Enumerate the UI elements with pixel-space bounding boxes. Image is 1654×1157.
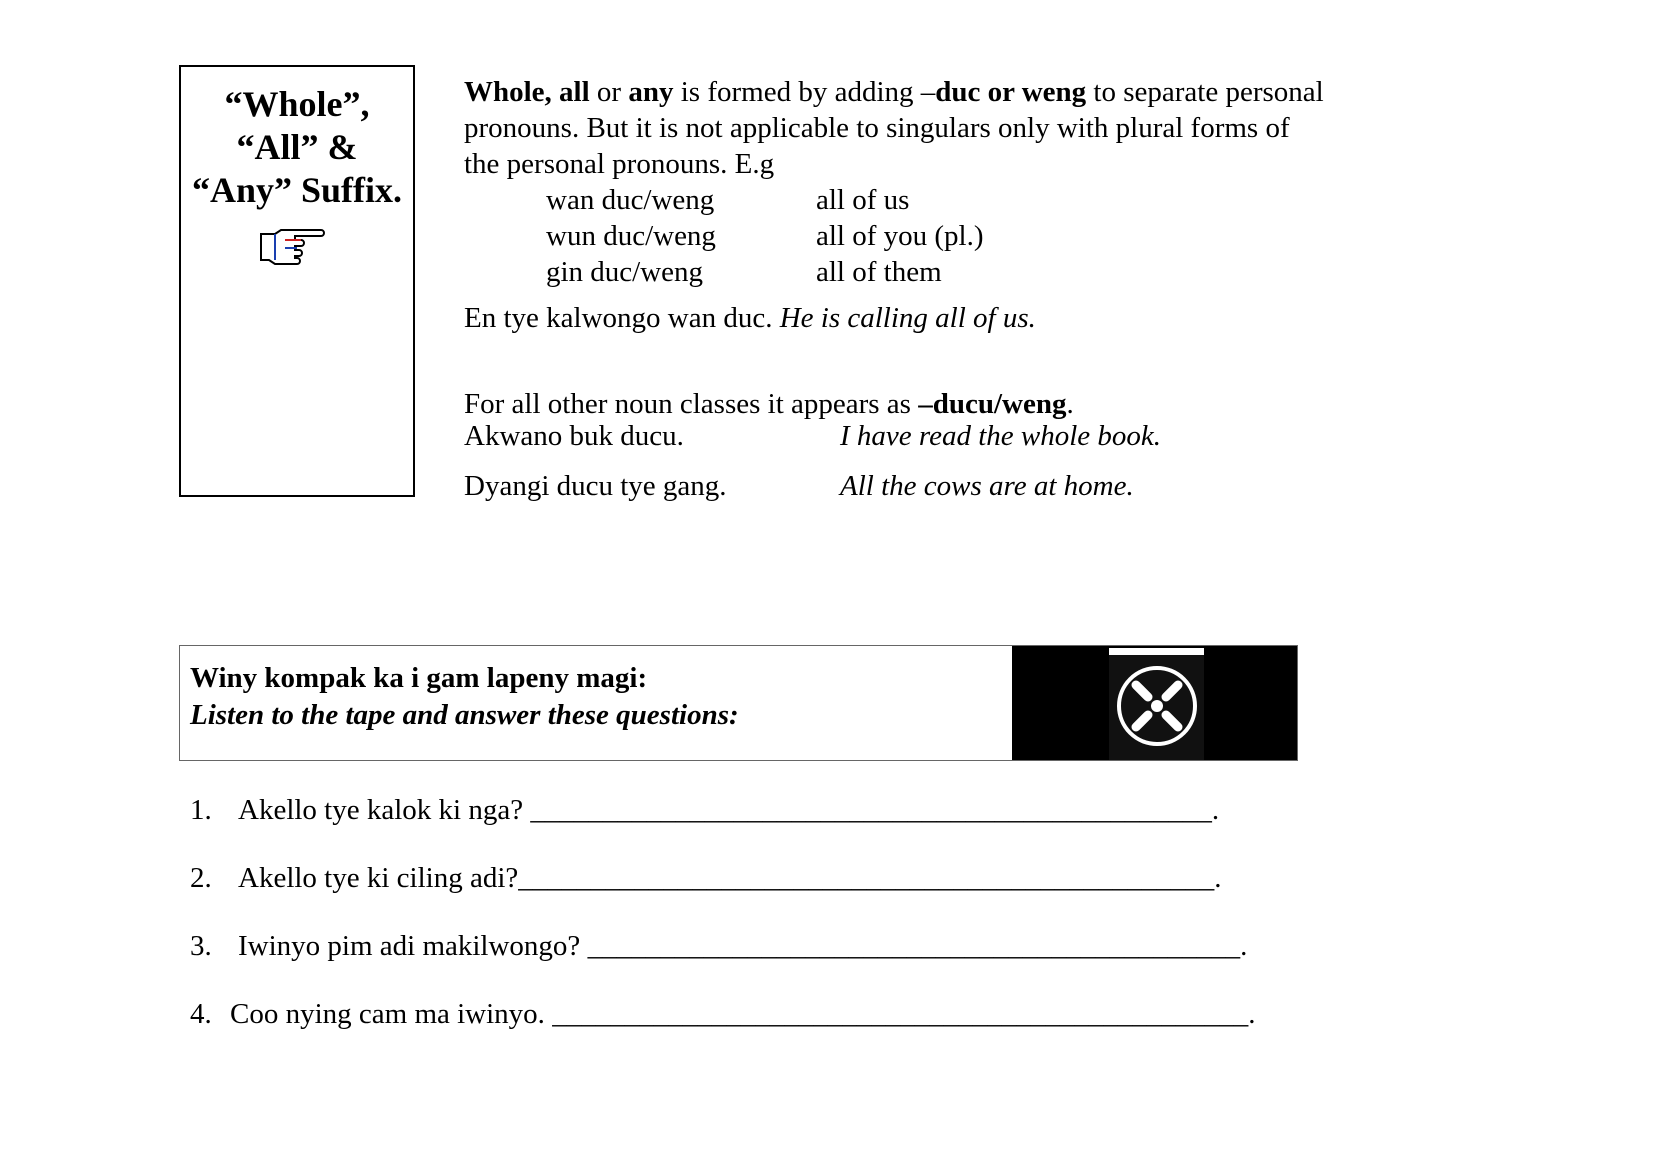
section-title-box [179,65,415,497]
example-gloss: all of them [816,256,942,288]
bold-term: –ducu/weng [918,388,1067,420]
text: to separate personal pronouns. But it is not applicable to singulars only with plural forms of the personal pronouns. E.g [464,76,1324,180]
question-number: 3. [190,930,212,962]
noun-example-row [464,468,1324,504]
intro-paragraph [464,74,1324,182]
lesson-content [464,74,1324,504]
exercise-subheading: Listen to the tape and answer these questions: [190,699,739,731]
text: For all other noun classes it appears as [464,388,919,420]
question-item [190,792,1255,860]
example-form: wan duc/weng [546,184,715,216]
exercise-heading: Winy kompak ka i gam lapeny magi: [190,662,648,694]
tape-reel-icon [1114,663,1200,749]
text: or [589,76,629,108]
example-row [546,182,1324,218]
bold-term: Whole, all [464,76,590,108]
question-number: 1. [190,794,212,826]
answer-blank[interactable]: ________________________________________________. [518,862,1222,894]
example-gloss: all of you (pl.) [816,220,984,252]
example-row [546,218,1324,254]
section-title [181,83,413,212]
bold-term: any [628,76,674,108]
question-item [190,860,1255,928]
tape-bar [1109,648,1204,655]
title-line: “Whole”, [224,84,370,124]
text: is formed by adding – [673,76,936,108]
question-number: 2. [190,862,212,894]
sentence-translation: He is calling all of us. [779,302,1036,334]
example-form: Dyangi ducu tye gang. [464,470,727,502]
bold-term: duc or weng [935,76,1087,108]
question-item [190,928,1255,996]
tape-frame [1109,648,1204,760]
exercise-instructions [190,660,739,734]
pointing-hand-icon [257,222,337,266]
exercise-header [179,645,1298,761]
example-form: wun duc/weng [546,220,716,252]
question-text: Iwinyo pim adi makilwongo? [238,930,588,962]
example-row [546,254,1324,290]
example-sentence [464,300,1324,336]
example-gloss: All the cows are at home. [840,470,1134,502]
question-text: Akello tye kalok ki nga? [238,794,531,826]
answer-blank[interactable]: _____________________________________________. [587,930,1248,962]
question-text: Akello tye ki ciling adi? [238,862,519,894]
title-line: “Any” Suffix. [191,170,403,210]
noun-example-row [464,418,1324,454]
title-line: “All” & [236,127,358,167]
noun-class-paragraph [464,386,1324,422]
answer-blank[interactable]: ________________________________________________. [552,998,1256,1030]
text: . [1066,388,1074,420]
example-gloss: all of us [816,184,910,216]
question-item [190,996,1255,1064]
example-form: gin duc/weng [546,256,704,288]
question-list [190,792,1255,1064]
sentence-text: En tye kalwongo wan duc. [464,302,780,334]
question-number: 4. [190,998,212,1030]
example-gloss: I have read the whole book. [840,420,1162,452]
example-form: Akwano buk ducu. [464,420,684,452]
tape-image [1012,646,1297,760]
answer-blank[interactable]: _______________________________________________. [530,794,1220,826]
question-text: Coo nying cam ma iwinyo. [230,998,553,1030]
